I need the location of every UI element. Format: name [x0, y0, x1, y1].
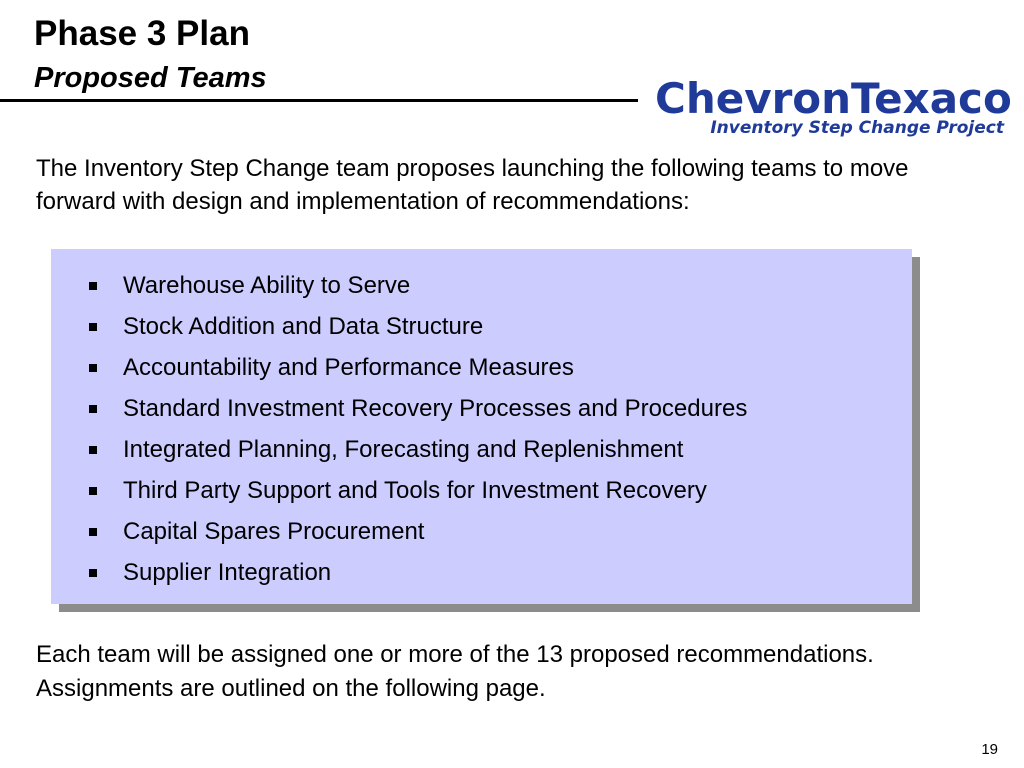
square-bullet-icon [89, 569, 97, 577]
closing-paragraph: Each team will be assigned one or more of the 13 proposed recommendations. Assignments are outlined on the following page. [36, 641, 874, 702]
square-bullet-icon [89, 405, 97, 413]
team-name: Warehouse Ability to Serve [123, 272, 411, 299]
slide-subtitle: Proposed Teams [34, 62, 267, 94]
square-bullet-icon [89, 364, 97, 372]
team-list-item [85, 388, 747, 429]
page-number: 19 [981, 741, 998, 758]
team-list [85, 265, 747, 593]
project-tagline: Inventory Step Change Project [710, 118, 1004, 138]
team-name: Supplier Integration [123, 559, 332, 586]
square-bullet-icon [89, 487, 97, 495]
team-name: Accountability and Performance Measures [123, 354, 574, 381]
team-name: Standard Investment Recovery Processes and Procedures [123, 395, 748, 422]
slide-title: Phase 3 Plan [34, 14, 250, 53]
team-name: Integrated Planning, Forecasting and Replenishment [123, 436, 684, 463]
team-name: Capital Spares Procurement [123, 518, 425, 545]
intro-paragraph: The Inventory Step Change team proposes launching the following teams to move forward with design and implementation of recommendations: [36, 155, 909, 215]
team-list-item [85, 552, 747, 593]
square-bullet-icon [89, 528, 97, 536]
chevrontexaco-logo: ChevronTexaco [655, 74, 1012, 123]
team-name: Stock Addition and Data Structure [123, 313, 484, 340]
square-bullet-icon [89, 446, 97, 454]
team-list-item [85, 429, 747, 470]
team-list-item [85, 265, 747, 306]
title-underline-divider [0, 99, 638, 102]
team-list-item [85, 306, 747, 347]
team-list-item [85, 347, 747, 388]
square-bullet-icon [89, 282, 97, 290]
team-name: Third Party Support and Tools for Investment Recovery [123, 477, 707, 504]
square-bullet-icon [89, 323, 97, 331]
proposed-teams-box [51, 249, 912, 604]
team-list-item [85, 511, 747, 552]
team-list-item [85, 470, 747, 511]
